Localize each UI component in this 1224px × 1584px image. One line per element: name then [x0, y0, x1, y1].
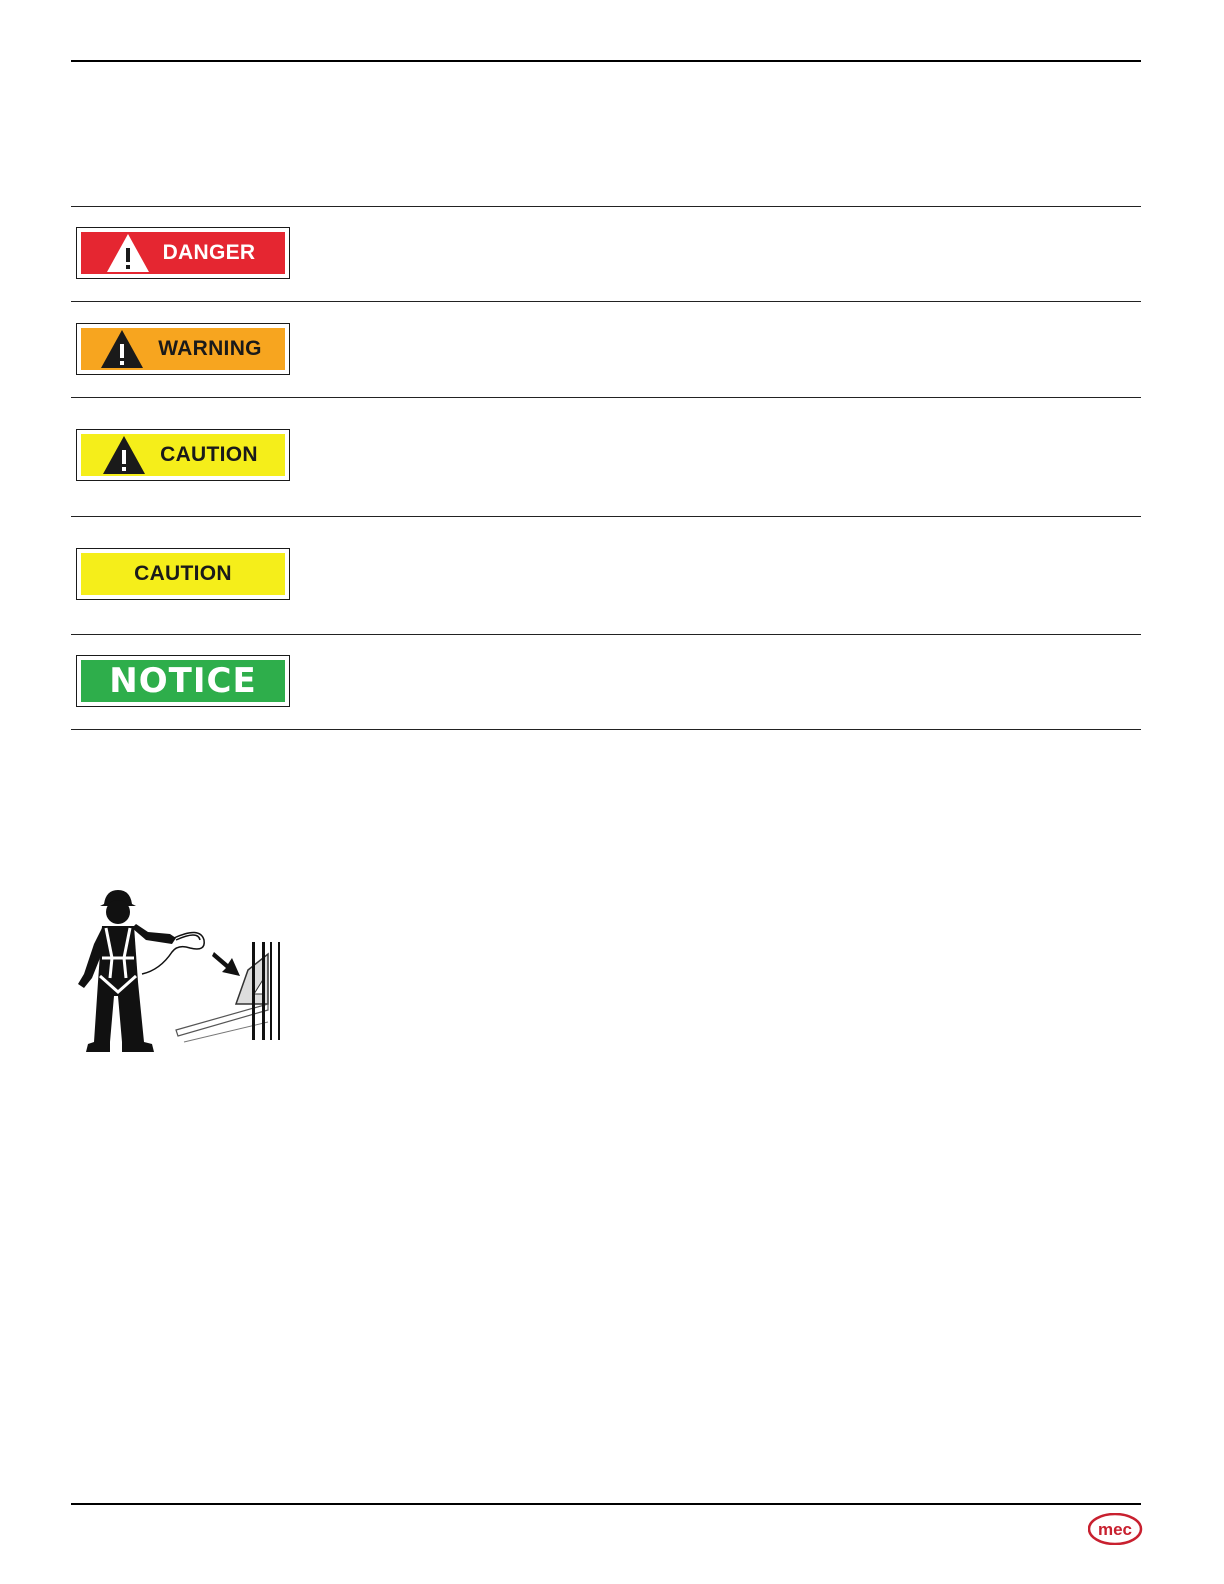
header-rule [71, 60, 1141, 62]
notice-signal-panel [76, 655, 290, 707]
table-rule-top [71, 206, 1141, 207]
warning-signal-panel [76, 323, 290, 375]
danger-signal-panel [76, 227, 290, 279]
table-rule [71, 397, 1141, 398]
table-rule [71, 301, 1141, 302]
notice-signal-fill [81, 660, 285, 702]
warning-label: WARNING [158, 337, 262, 360]
caution-plain-signal-fill [81, 553, 285, 595]
caution-plain-signal-panel [76, 548, 290, 600]
table-rule [71, 634, 1141, 635]
logo-text: mec [1097, 1520, 1133, 1539]
exclamation-triangle-icon [101, 434, 147, 476]
caution-symbol-signal-panel [76, 429, 290, 481]
exclamation-triangle-icon [99, 328, 145, 370]
mec-logo [1088, 1513, 1144, 1545]
caution-symbol-signal-fill [81, 434, 285, 476]
table-rule [71, 516, 1141, 517]
caution-plain-label: CAUTION [134, 562, 232, 585]
caution-symbol-label: CAUTION [160, 443, 258, 466]
fall-protection-harness-icon [72, 886, 292, 1058]
exclamation-triangle-icon [105, 232, 151, 274]
table-rule-bottom [71, 729, 1141, 730]
footer-rule [71, 1503, 1141, 1505]
warning-signal-fill [81, 328, 285, 370]
danger-signal-fill [81, 232, 285, 274]
danger-label: DANGER [162, 241, 256, 264]
notice-label: NOTICE [109, 661, 257, 701]
